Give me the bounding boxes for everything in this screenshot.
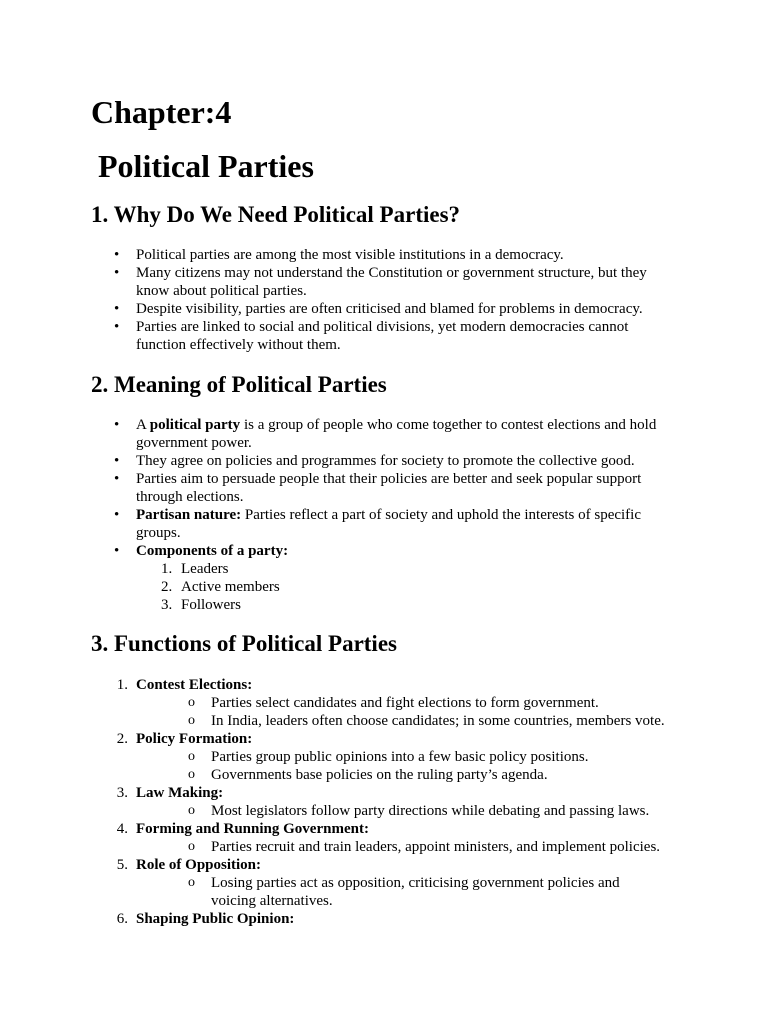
list-item: • They agree on policies and programmes for society to promote the collective good. xyxy=(106,452,666,470)
sub-item xyxy=(181,802,666,820)
circle-bullet-icon: o xyxy=(188,803,195,818)
function-points xyxy=(181,748,666,784)
function-title: Policy Formation: xyxy=(136,731,253,747)
function-title: Role of Opposition: xyxy=(136,857,262,873)
function-title: Contest Elections: xyxy=(136,677,253,693)
function-item xyxy=(106,784,666,820)
text: A xyxy=(136,417,150,433)
chapter-title: Chapter:4 xyxy=(91,94,232,130)
text: Parties select candidates and fight elections to form government. xyxy=(211,695,599,711)
list-item: • Parties aim to persuade people that their policies are better and seek popular support through elections. xyxy=(106,470,666,506)
item-number: 5. xyxy=(116,857,128,873)
function-title: Shaping Public Opinion: xyxy=(136,911,295,927)
function-points xyxy=(181,838,666,856)
circle-bullet-icon: o xyxy=(188,749,195,764)
text: Parties recruit and train leaders, appoint ministers, and implement policies. xyxy=(211,839,661,855)
circle-bullet-icon: o xyxy=(188,767,195,782)
sub-item xyxy=(181,838,666,856)
text: Parties group public opinions into a few basic policy positions. xyxy=(211,749,589,765)
item-number: 1. xyxy=(161,561,173,577)
text: Parties reflect a part of society and uphold the interests of specific groups. xyxy=(136,507,641,541)
text: Losing parties act as opposition, criticising government policies and voicing alternatives. xyxy=(211,875,620,909)
circle-bullet-icon: o xyxy=(188,695,195,710)
text: Active members xyxy=(181,579,280,595)
section-3-list xyxy=(106,676,666,928)
list-item: • Parties are linked to social and political divisions, yet modern democracies cannot function effectively without them. xyxy=(106,318,666,354)
text: Governments base policies on the ruling party’s agenda. xyxy=(211,767,548,783)
component-item xyxy=(151,596,666,614)
sub-item xyxy=(181,694,666,712)
function-item xyxy=(106,820,666,856)
item-number: 6. xyxy=(116,911,128,927)
text: Followers xyxy=(181,597,241,613)
sub-item xyxy=(181,748,666,766)
list-item xyxy=(106,416,666,452)
section-2-heading: 2. Meaning of Political Parties xyxy=(91,372,387,397)
list-item: • Political parties are among the most visible institutions in a democracy. xyxy=(106,246,666,264)
item-number: 4. xyxy=(116,821,128,837)
text: is a group of people who come together to contest elections and hold government power. xyxy=(136,417,657,451)
item-number: 2. xyxy=(161,579,173,595)
item-number: 1. xyxy=(116,677,128,693)
text: Most legislators follow party directions while debating and passing laws. xyxy=(211,803,650,819)
components-list xyxy=(151,560,666,614)
section-1-list xyxy=(106,246,666,354)
function-points xyxy=(181,802,666,820)
chapter-subtitle: Political Parties xyxy=(98,148,314,184)
sub-item xyxy=(181,712,666,730)
bold-term: political party xyxy=(149,417,241,433)
sub-item xyxy=(181,874,666,910)
item-number: 3. xyxy=(161,597,173,613)
list-item: • Despite visibility, parties are often criticised and blamed for problems in democracy. xyxy=(106,300,666,318)
item-number: 3. xyxy=(116,785,128,801)
sub-item xyxy=(181,766,666,784)
section-3-heading: 3. Functions of Political Parties xyxy=(91,631,397,656)
component-item xyxy=(151,578,666,596)
section-1-heading: 1. Why Do We Need Political Parties? xyxy=(91,202,461,227)
function-item xyxy=(106,676,666,730)
function-points xyxy=(181,694,666,730)
function-title: Forming and Running Government: xyxy=(136,821,369,837)
circle-bullet-icon: o xyxy=(188,839,195,854)
section-2-list xyxy=(106,416,666,614)
component-item xyxy=(151,560,666,578)
list-item: • Many citizens may not understand the Constitution or government structure, but they know about political parties. xyxy=(106,264,666,300)
text: In India, leaders often choose candidates; in some countries, members vote. xyxy=(211,713,665,729)
text: Leaders xyxy=(181,561,229,577)
function-title: Law Making: xyxy=(136,785,224,801)
circle-bullet-icon: o xyxy=(188,713,195,728)
function-item xyxy=(106,910,666,928)
list-item xyxy=(106,506,666,542)
list-item xyxy=(106,542,666,614)
bold-term: Components of a party: xyxy=(136,543,289,559)
function-item xyxy=(106,730,666,784)
function-points xyxy=(181,874,666,910)
item-number: 2. xyxy=(116,731,128,747)
function-item xyxy=(106,856,666,910)
circle-bullet-icon: o xyxy=(188,875,195,890)
bold-term: Partisan nature: xyxy=(136,507,242,523)
